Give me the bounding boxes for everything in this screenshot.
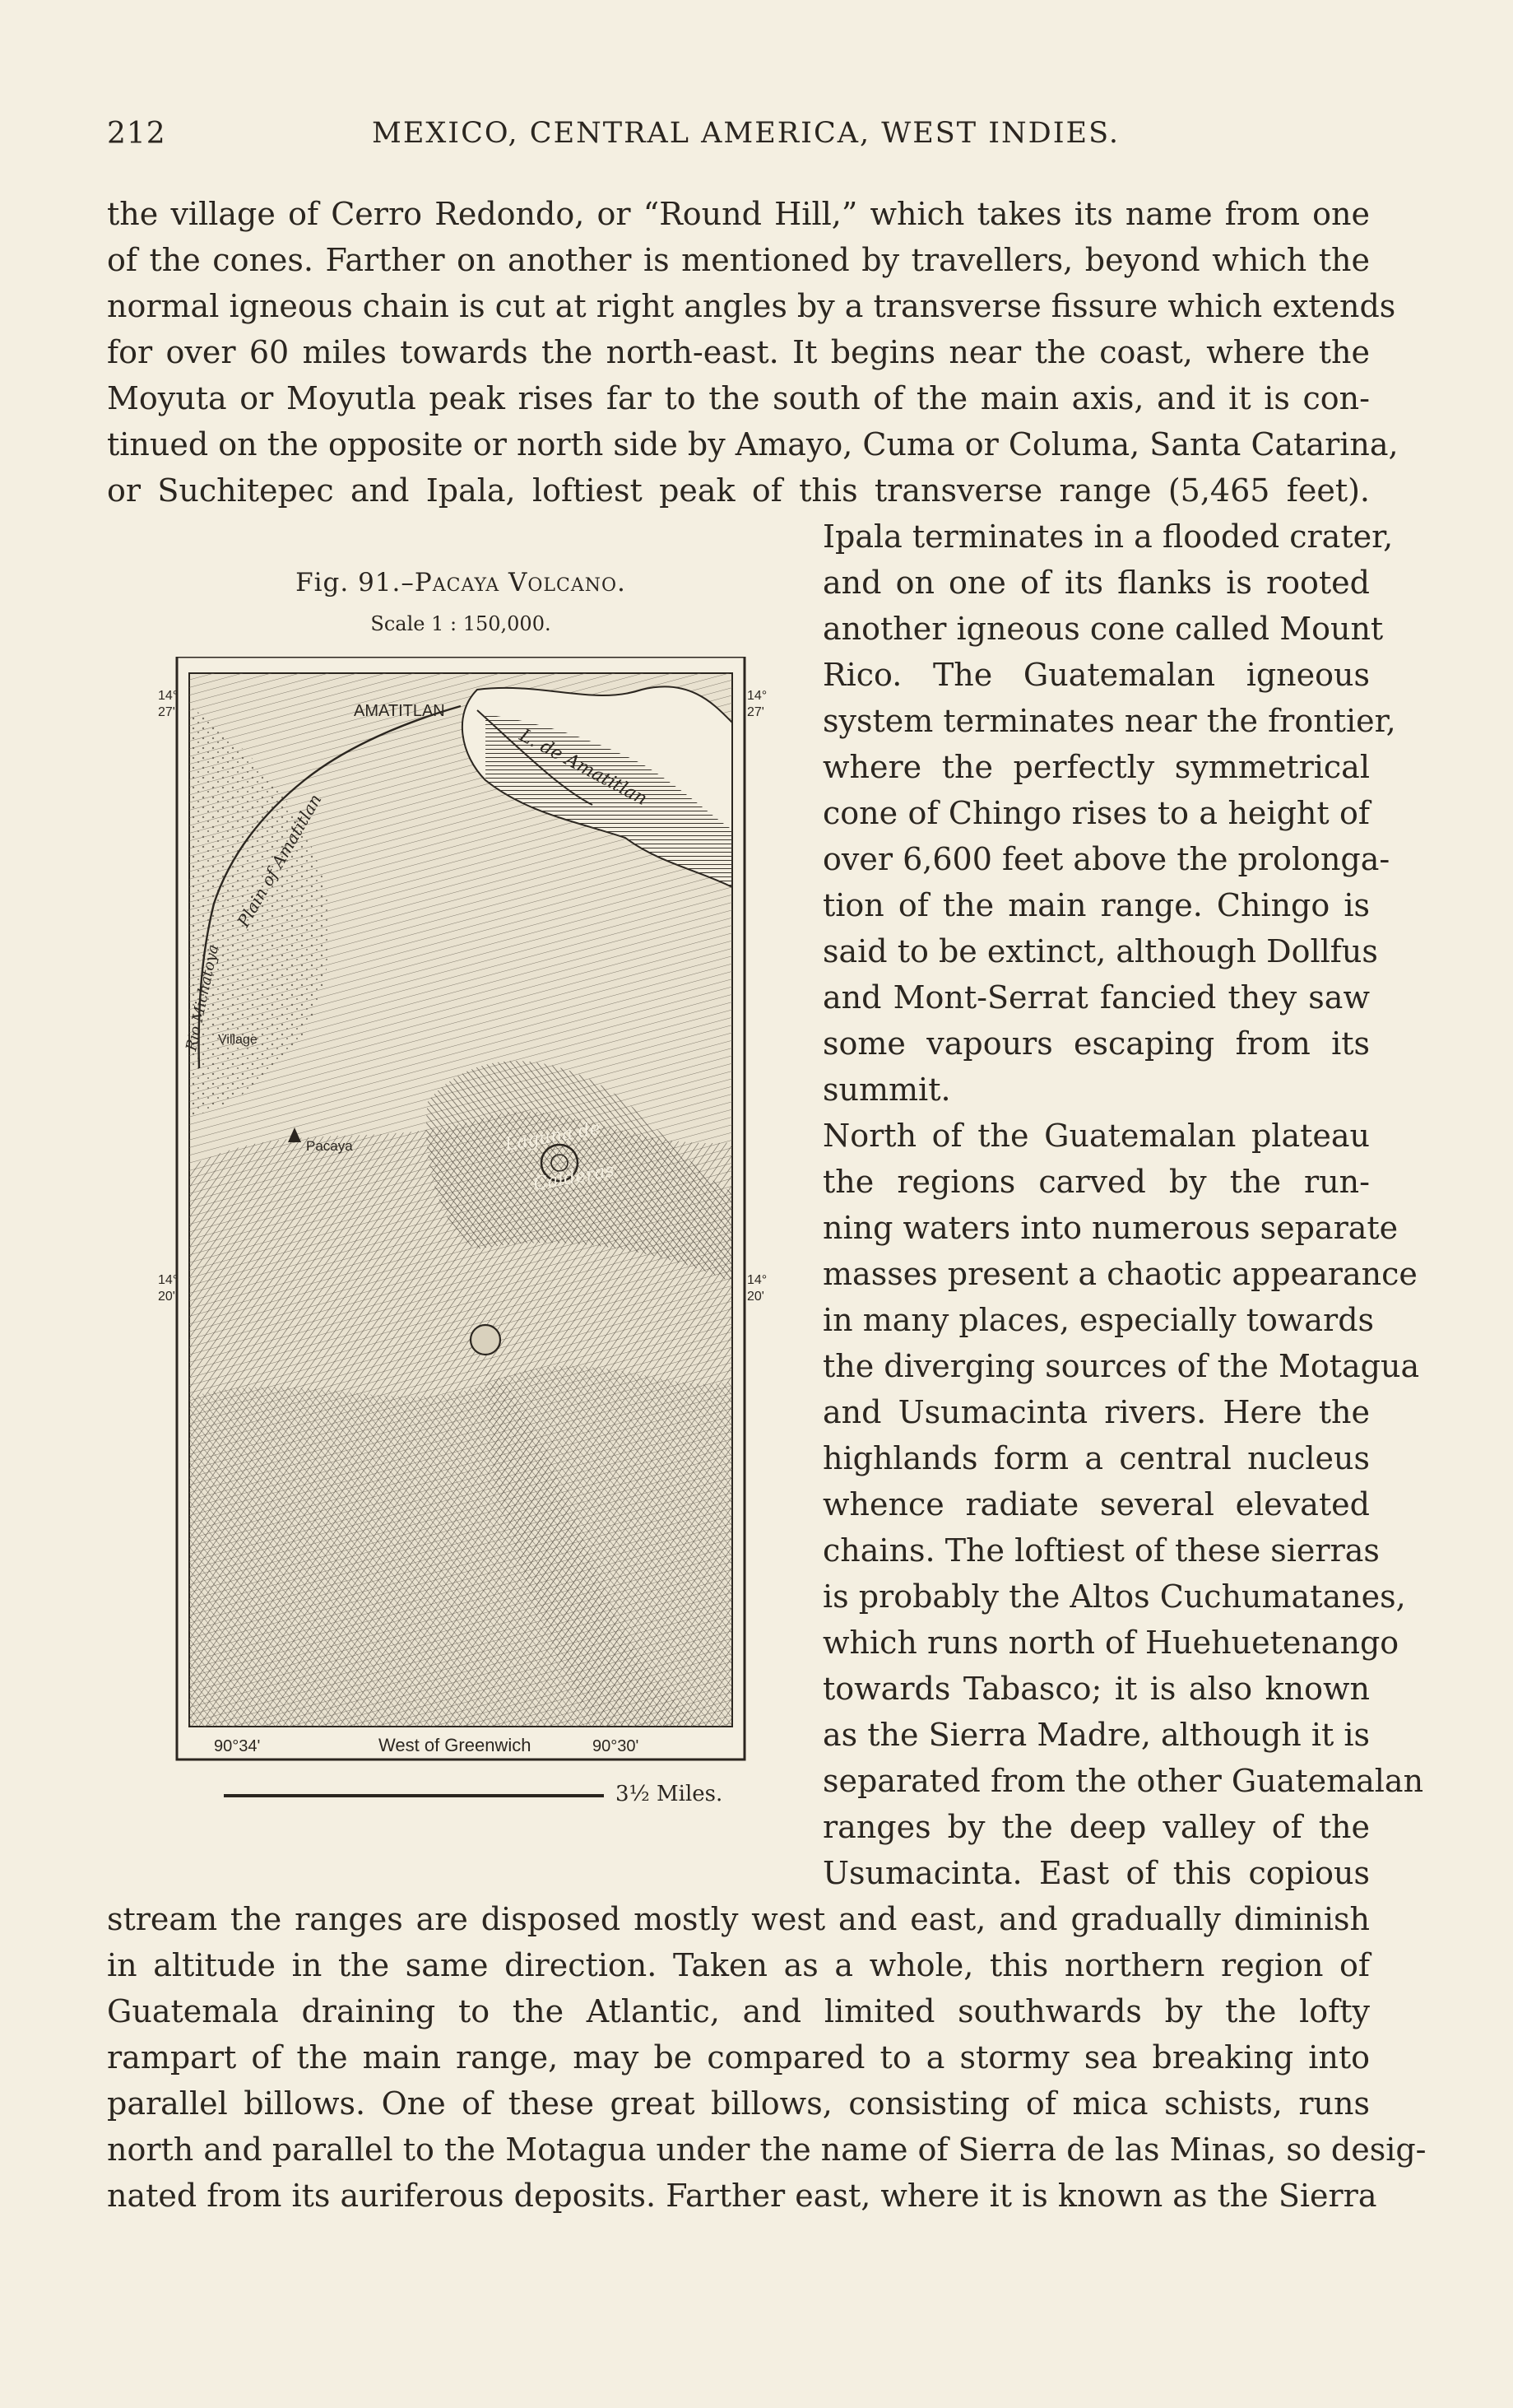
- lon-left: 90°34': [214, 1737, 261, 1755]
- text-line: where the perfectly symmetrical: [823, 749, 1370, 785]
- scale-bar: [224, 1794, 604, 1797]
- text-line: the regions carved by the run-: [823, 1164, 1370, 1200]
- label-village: Village: [218, 1033, 258, 1047]
- text-line: highlands form a central nucleus: [823, 1440, 1370, 1476]
- text-line: normal igneous chain is cut at right angles by a transverse fissure which extends: [107, 288, 1396, 324]
- text-line: is probably the Altos Cuchumatanes,: [823, 1578, 1406, 1615]
- running-title: MEXICO, CENTRAL AMERICA, WEST INDIES.: [372, 117, 1120, 150]
- text-line: towards Tabasco; it is also known: [823, 1671, 1370, 1707]
- lat-top-right: 14°: [747, 689, 768, 703]
- lat-top-left: 14°: [158, 689, 179, 703]
- label-laguna: Laguna de: [503, 1118, 602, 1155]
- text-line: Usumacinta. East of this copious: [823, 1855, 1370, 1891]
- figure-pacaya-volcano: [132, 568, 790, 1868]
- label-calderas: Calderas: [531, 1160, 616, 1195]
- text-line: or Suchitepec and Ipala, loftiest peak of this transverse range (5,465 feet).: [107, 472, 1370, 509]
- text-line: Rico. The Guatemalan igneous: [823, 657, 1370, 693]
- text-line: system terminates near the frontier,: [823, 703, 1396, 739]
- lat-bottom-left: 14°: [158, 1273, 179, 1287]
- text-line: in altitude in the same direction. Taken as a whole, this northern region of: [107, 1947, 1370, 1983]
- text-line: North of the Guatemalan plateau: [823, 1118, 1370, 1154]
- label-pacaya: Pacaya: [306, 1138, 353, 1154]
- text-line: Ipala terminates in a flooded crater,: [823, 518, 1394, 555]
- text-line: for over 60 miles towards the north-east. It begins near the coast, where the: [107, 334, 1370, 370]
- text-line: and on one of its flanks is rooted: [823, 565, 1370, 601]
- text-line: some vapours escaping from its: [823, 1025, 1370, 1062]
- text-line: said to be extinct, although Dollfus: [823, 933, 1378, 969]
- lat-bottom-right: 14°: [747, 1273, 768, 1287]
- label-rio: Rio Michatoya: [183, 942, 223, 1053]
- text-line: of the cones. Farther on another is mentioned by travellers, beyond which the: [107, 242, 1370, 278]
- text-line: the village of Cerro Redondo, or “Round Hill,” which takes its name from one: [107, 196, 1370, 232]
- figure-scale: Scale 1 : 150,000.: [370, 612, 551, 635]
- lat-bottom-right-min: 20': [747, 1290, 764, 1304]
- figure-title: Pacaya Volcano.: [414, 568, 626, 597]
- text-line: as the Sierra Madre, although it is: [823, 1717, 1370, 1753]
- text-line: cone of Chingo rises to a height of: [823, 795, 1370, 831]
- lon-right: 90°30': [592, 1737, 639, 1755]
- pacaya-map: [132, 657, 790, 1776]
- page-number: 212: [107, 117, 166, 151]
- text-line: another igneous cone called Mount: [823, 611, 1384, 647]
- text-line: nated from its auriferous deposits. Farther east, where it is known as the Sierra: [107, 2178, 1377, 2214]
- page-header: [107, 117, 1374, 158]
- lat-bottom-left-min: 20': [158, 1290, 175, 1304]
- text-line: separated from the other Guatemalan: [823, 1763, 1424, 1799]
- text-line: over 6,600 feet above the prolonga-: [823, 841, 1390, 877]
- lat-top-right-min: 27': [747, 705, 764, 719]
- text-line: rampart of the main range, may be compared to a stormy sea breaking into: [107, 2039, 1370, 2076]
- scale-bar-label: 3½ Miles.: [615, 1782, 723, 1806]
- text-line: and Mont-Serrat fancied they saw: [823, 979, 1370, 1016]
- label-plain: Plain of Amatitlan: [233, 790, 326, 931]
- text-line: the diverging sources of the Motagua: [823, 1348, 1420, 1384]
- text-line: parallel billows. One of these great billows, consisting of mica schists, runs: [107, 2085, 1370, 2122]
- text-line: whence radiate several elevated: [823, 1486, 1370, 1522]
- text-line: stream the ranges are disposed mostly west and east, and gradually diminish: [107, 1901, 1370, 1937]
- text-line: north and parallel to the Motagua under the name of Sierra de las Minas, so desig-: [107, 2131, 1427, 2168]
- text-line: which runs north of Huehuetenango: [823, 1625, 1399, 1661]
- text-line: ning waters into numerous separate: [823, 1210, 1399, 1246]
- text-line: tion of the main range. Chingo is: [823, 887, 1370, 923]
- lat-top-left-min: 27': [158, 705, 175, 719]
- text-line: ranges by the deep valley of the: [823, 1809, 1370, 1845]
- text-line: masses present a chaotic appearance: [823, 1256, 1418, 1292]
- text-line: chains. The loftiest of these sierras: [823, 1532, 1380, 1569]
- figure-number: Fig. 91.–: [295, 568, 415, 597]
- figure-caption: [132, 568, 790, 597]
- text-line: in many places, especially towards: [823, 1302, 1375, 1338]
- lon-center: West of Greenwich: [378, 1735, 531, 1755]
- text-line: Guatemala draining to the Atlantic, and limited southwards by the lofty: [107, 1993, 1370, 2029]
- text-line: and Usumacinta rivers. Here the: [823, 1394, 1370, 1430]
- text-line: Moyuta or Moyutla peak rises far to the south of the main axis, and it is con-: [107, 380, 1370, 416]
- label-lago: L. de Amatitlan: [516, 725, 651, 810]
- label-amatitlan: AMATITLAN: [354, 702, 445, 720]
- text-line: summit.: [823, 1072, 951, 1108]
- text-line: tinued on the opposite or north side by Amayo, Cuma or Columa, Santa Catarina,: [107, 426, 1399, 463]
